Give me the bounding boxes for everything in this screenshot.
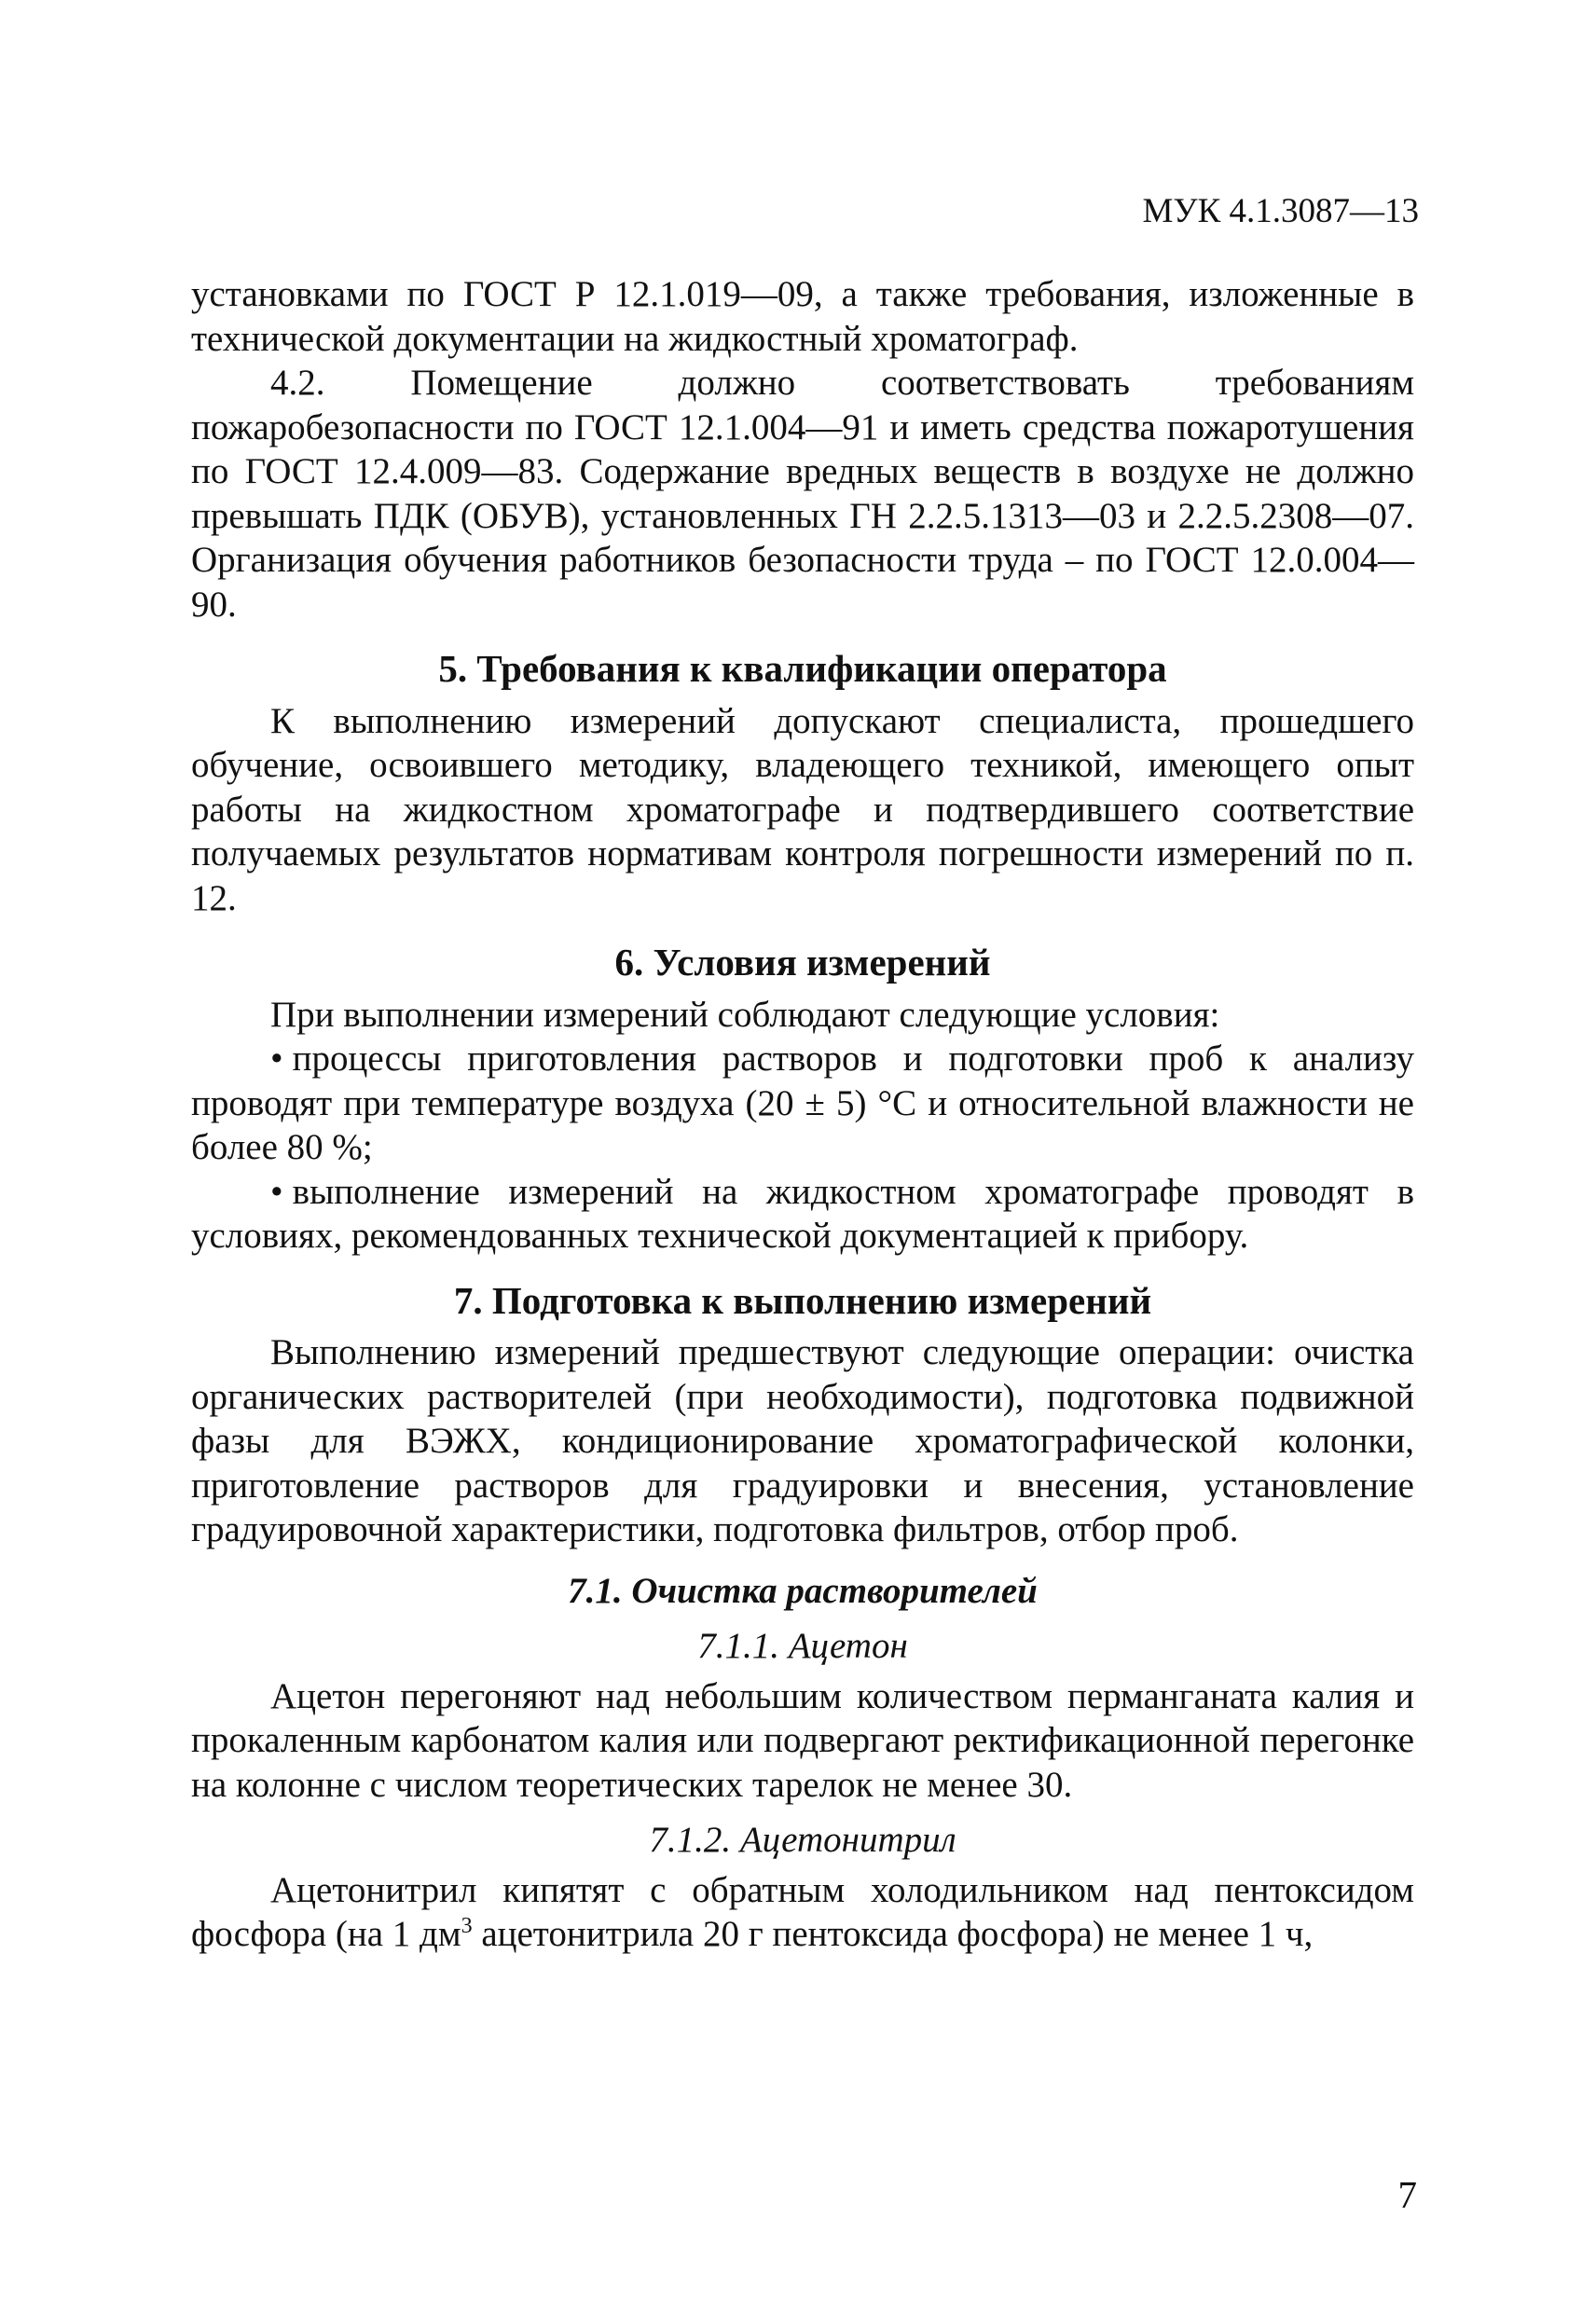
bullet-icon: •: [270, 1039, 283, 1079]
subsection-7-1-heading: 7.1. Очистка растворителей: [568, 1570, 1038, 1611]
section7-paragraph: Выполнению измерений предшествуют следующие операции: очистка органических растворителей (при необходимости), подготовка подвижной фазы для ВЭЖХ, кондиционирование хроматографической колонки, приготовление растворов для градуировки и внесения, установление градуировочной характеристики, подготовка фильтров, отбор проб.: [191, 1332, 1414, 1549]
page-number: 7: [1397, 2173, 1417, 2216]
bullet-1-text: процессы приготовления растворов и подготовки проб к анализу проводят при температуре воздуха (20 ± 5) °С и относительной влажности не более 80 %;: [191, 1039, 1414, 1167]
section4-continuation: установками по ГОСТ Р 12.1.019—09, а также требования, изложенные в технической документации на жидкостный хроматограф.: [191, 274, 1414, 359]
section6-bullet-1: [191, 1037, 1414, 1170]
paragraph-part-a: Ацетонитрил кипятят с обратным холодильником над пентоксидом фосфора (на 1 дм: [191, 1869, 1414, 1954]
bullet-icon: •: [270, 1171, 283, 1212]
superscript-3: 3: [461, 1914, 473, 1938]
subsection-7-1-1-paragraph: Ацетон перегоняют над небольшим количеством перманганата калия и прокаленным карбонатом калия или подвергают ректификационной перегонке на колонне с числом теоретических тарелок не менее 30.: [191, 1675, 1414, 1805]
section7-heading: 7. Подготовка к выполнению измерений: [453, 1278, 1152, 1322]
section6-intro: При выполнении измерений соблюдают следующие условия:: [270, 994, 1220, 1035]
section5-paragraph: К выполнению измерений допускают специалиста, прошедшего обучение, освоившего методику, владеющего техникой, имеющего опыт работы на жидкостном хроматографе и подтвердившего соответствие получаемых результатов нормативам контроля погрешности измерений по п. 12.: [191, 700, 1414, 918]
paragraph-part-b: ацетонитрила 20 г пентоксида фосфора) не менее 1 ч,: [472, 1914, 1314, 1954]
section5-heading: 5. Требования к квалификации оператора: [438, 647, 1167, 690]
page-body: [191, 272, 1414, 1957]
document-code: МУК 4.1.3087—13: [1142, 192, 1419, 230]
section6-heading: 6. Условия измерений: [614, 941, 991, 984]
subsection-7-1-2-heading: 7.1.2. Ацетонитрил: [649, 1820, 956, 1860]
subsection-7-1-1-heading: 7.1.1. Ацетон: [697, 1626, 908, 1666]
bullet-2-text: выполнение измерений на жидкостном хроматографе проводят в условиях, рекомендованных технической документацией к прибору.: [191, 1171, 1414, 1256]
subsection-7-1-2-paragraph: [191, 1868, 1414, 1957]
paragraph-4-2: 4.2. Помещение должно соответствовать требованиям пожаробезопасности по ГОСТ 12.1.004—91 и иметь средства пожаротушения по ГОСТ 12.4.009—83. Содержание вредных веществ в воздухе не должно превышать ПДК (ОБУВ), установленных ГН 2.2.5.1313—03 и 2.2.5.2308—07. Организация обучения работников безопасности труда – по ГОСТ 12.0.004—90.: [191, 363, 1414, 625]
section6-bullet-2: [191, 1170, 1414, 1259]
